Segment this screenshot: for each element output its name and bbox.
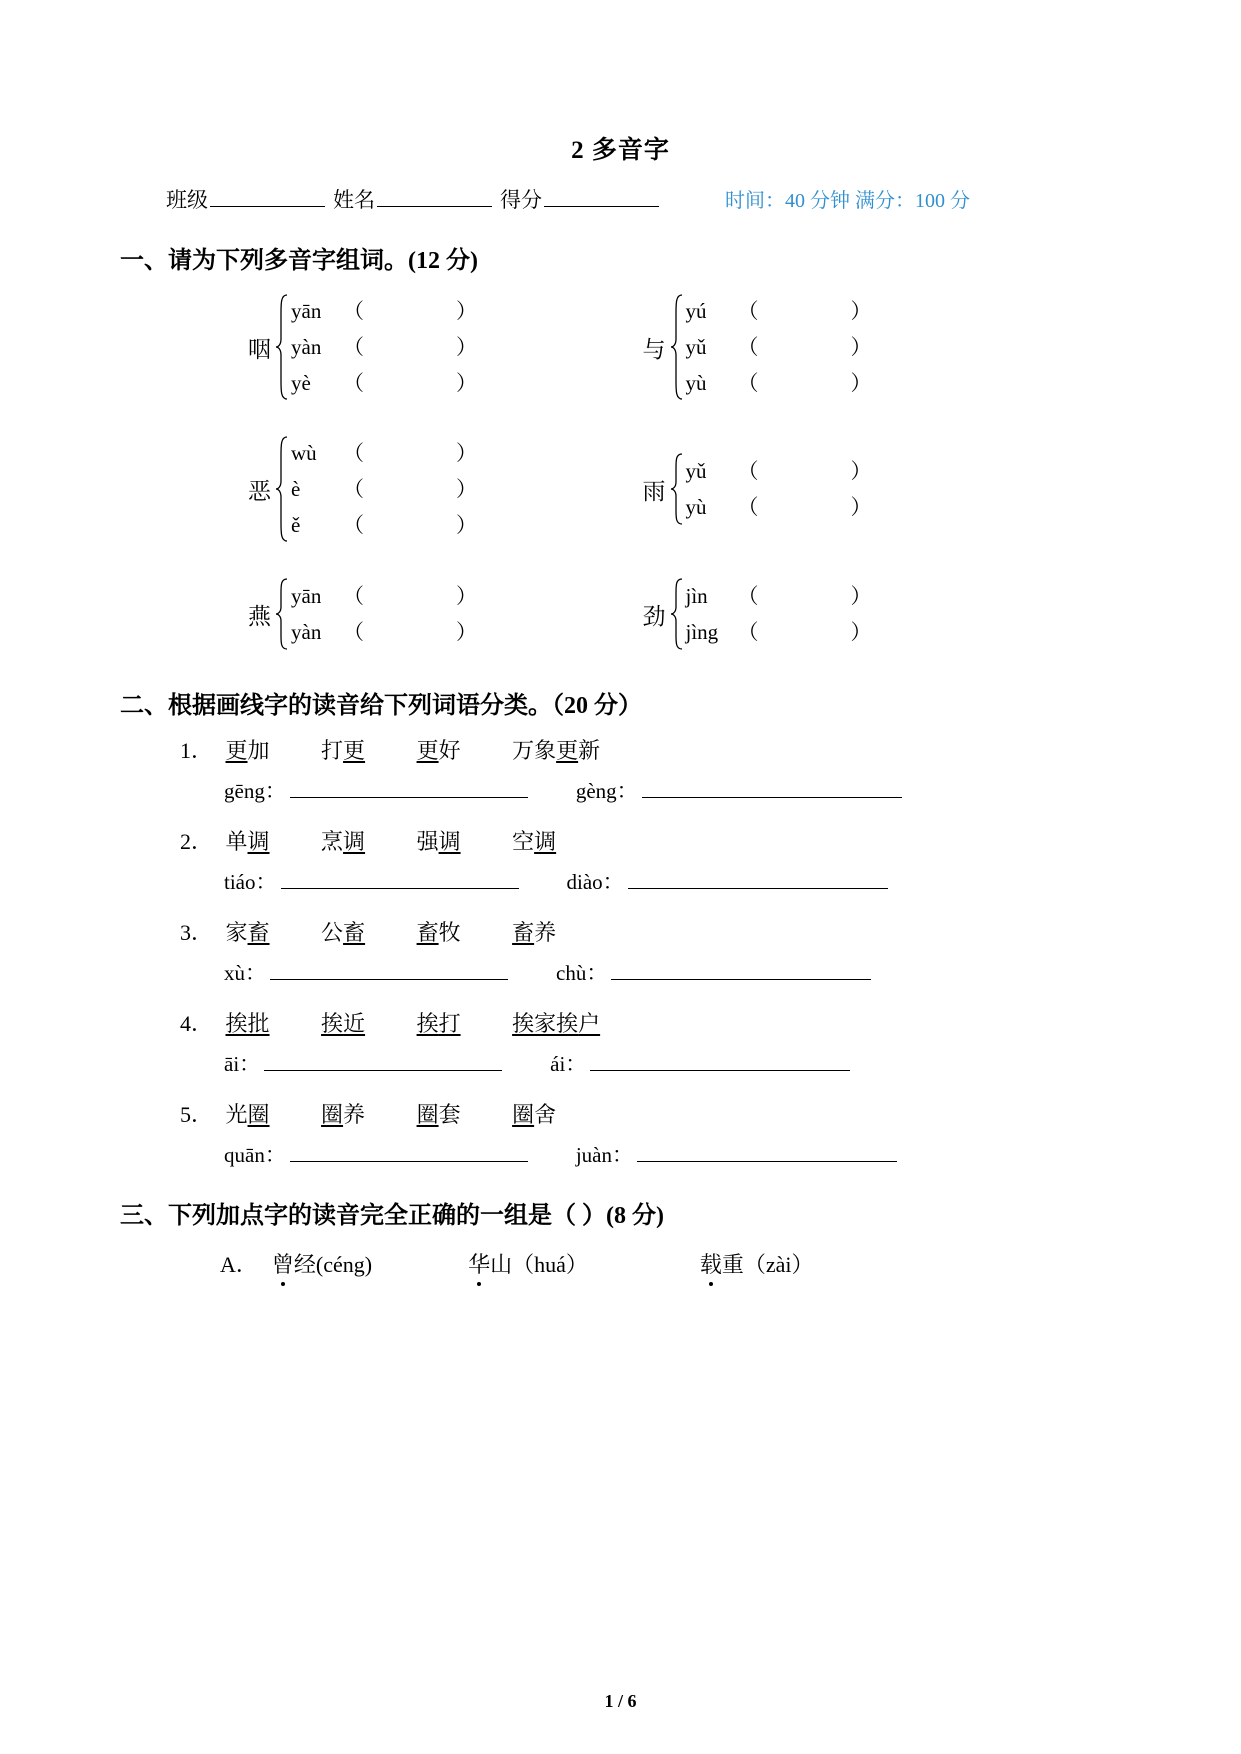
answer-right: gèng： [576, 775, 902, 805]
poly-row [120, 577, 1121, 651]
answer-blank[interactable] [590, 1070, 850, 1071]
answer-paren[interactable]: （ ） [737, 620, 872, 644]
word: 万象更新 [512, 738, 601, 763]
pinyin-line [291, 293, 477, 329]
pinyin-list [291, 435, 477, 543]
item-number: 2． [180, 829, 214, 854]
choice-option-a[interactable] [120, 1248, 1121, 1279]
item-number: 4． [180, 1011, 214, 1036]
pinyin-line [291, 578, 477, 614]
name-label: 姓名 [333, 188, 375, 212]
answer-paren[interactable]: （ ） [343, 513, 477, 537]
class-label: 班级 [166, 188, 208, 212]
item-number: 1． [180, 738, 214, 763]
class-field [166, 184, 333, 214]
word: 空调 [512, 829, 557, 854]
item-number: 3． [180, 920, 214, 945]
classify-item [120, 825, 1121, 896]
option-word: 载重（zài） [700, 1248, 814, 1279]
pinyin: jìng [685, 620, 719, 644]
poly-char: 雨 [642, 478, 666, 504]
answer-row [120, 1139, 1121, 1169]
pinyin-line [686, 578, 872, 614]
answer-paren[interactable]: （ ） [737, 584, 872, 608]
answer-blank[interactable] [637, 1161, 897, 1162]
pinyin-list [686, 453, 872, 525]
word: 更加 [225, 738, 270, 763]
option-word: 华山（huá） [468, 1248, 588, 1279]
word-list [120, 1098, 1121, 1129]
answer-right: ái： [550, 1048, 850, 1078]
poly-char: 咽 [248, 336, 271, 362]
word: 圈套 [416, 1102, 461, 1127]
answer-right: diào： [567, 866, 888, 896]
option-word: 曾经(céng) [272, 1248, 372, 1279]
answer-blank[interactable] [611, 979, 871, 980]
pinyin: ě [291, 513, 301, 537]
answer-paren[interactable]: （ ） [737, 335, 872, 359]
poly-row [120, 293, 1121, 401]
word: 强调 [416, 829, 461, 854]
answer-blank[interactable] [281, 888, 519, 889]
classify-item [120, 1007, 1121, 1078]
pinyin-line [686, 453, 872, 489]
poly-group [120, 577, 621, 651]
answer-blank[interactable] [290, 797, 528, 798]
brace-icon [275, 435, 289, 543]
pinyin-line [291, 329, 477, 365]
word: 挨批 [225, 1011, 270, 1036]
pinyin: yù [685, 371, 707, 395]
poly-group [621, 577, 1122, 651]
word-list [120, 734, 1121, 765]
poly-group [120, 293, 621, 401]
pinyin-line [291, 365, 477, 401]
brace-icon [670, 577, 684, 651]
page-title: 2 多音字 [571, 137, 670, 164]
answer-paren[interactable]: （ ） [737, 495, 872, 519]
pinyin: yù [685, 495, 707, 519]
poly-char: 燕 [248, 603, 271, 629]
poly-char: 劲 [642, 603, 666, 629]
classify-item [120, 916, 1121, 987]
page-number: 1 / 6 [604, 1691, 637, 1711]
word-list [120, 916, 1121, 947]
pinyin: yàn [291, 335, 322, 359]
classify-item [120, 1098, 1121, 1169]
poly-row [120, 435, 1121, 543]
pinyin-line [686, 293, 872, 329]
answer-paren[interactable]: （ ） [343, 477, 477, 501]
word: 打更 [321, 738, 366, 763]
pinyin: wù [291, 441, 317, 465]
answer-paren[interactable]: （ ） [343, 371, 477, 395]
pinyin-line [291, 471, 477, 507]
pinyin: è [291, 477, 301, 501]
pinyin-list [686, 293, 872, 401]
pinyin-list [291, 293, 477, 401]
answer-blank[interactable] [642, 797, 902, 798]
word-list [120, 1007, 1121, 1038]
answer-paren[interactable]: （ ） [343, 335, 477, 359]
brace-icon [275, 577, 289, 651]
answer-paren[interactable]: （ ） [737, 299, 872, 323]
poly-group [120, 435, 621, 543]
word-list [120, 825, 1121, 856]
pinyin-line [686, 365, 872, 401]
answer-right: chù： [556, 957, 871, 987]
brace-icon [670, 452, 684, 526]
answer-paren[interactable]: （ ） [343, 620, 477, 644]
answer-paren[interactable]: （ ） [343, 441, 477, 465]
answer-paren[interactable]: （ ） [737, 371, 872, 395]
answer-right: juàn： [576, 1139, 897, 1169]
word: 家畜 [225, 920, 270, 945]
answer-row [120, 1048, 1121, 1078]
answer-blank[interactable] [290, 1161, 528, 1162]
section-three-heading: 三、下列加点字的读音完全正确的一组是（ ）(8 分) [120, 1203, 664, 1229]
pinyin-line [686, 614, 872, 650]
name-field [333, 184, 500, 214]
answer-row [120, 957, 1121, 987]
pinyin-list [686, 578, 872, 650]
pinyin: yān [291, 299, 322, 323]
pinyin: yàn [291, 620, 322, 644]
pinyin: yú [685, 299, 707, 323]
answer-left: gēng： [224, 775, 528, 805]
word: 畜养 [512, 920, 557, 945]
pinyin-line [686, 489, 872, 525]
pinyin-line [291, 507, 477, 543]
word: 挨家挨户 [512, 1011, 601, 1036]
pinyin: yè [291, 371, 311, 395]
pinyin: yǔ [685, 335, 707, 359]
score-label: 得分 [500, 188, 542, 212]
answer-blank[interactable] [628, 888, 888, 889]
word: 圈舍 [512, 1102, 557, 1127]
score-field [500, 184, 667, 214]
poly-groups [120, 293, 1121, 651]
section-one-heading: 一、请为下列多音字组词。(12 分) [120, 248, 478, 274]
word: 光圈 [225, 1102, 270, 1127]
word: 挨打 [416, 1011, 461, 1036]
answer-blank[interactable] [270, 979, 508, 980]
answer-paren[interactable]: （ ） [343, 299, 477, 323]
brace-icon [670, 293, 684, 401]
score-blank[interactable] [544, 206, 659, 207]
section-two-heading: 二、根据画线字的读音给下列词语分类。（20 分） [120, 693, 642, 719]
name-blank[interactable] [377, 206, 492, 207]
answer-left: xù： [224, 957, 508, 987]
pinyin: yǔ [685, 459, 707, 483]
answer-row [120, 775, 1121, 805]
word: 圈养 [321, 1102, 366, 1127]
answer-paren[interactable]: （ ） [737, 459, 872, 483]
word: 公畜 [321, 920, 366, 945]
answer-row [120, 866, 1121, 896]
word: 挨近 [321, 1011, 366, 1036]
word: 畜牧 [416, 920, 461, 945]
pinyin: jìn [685, 584, 708, 608]
brace-icon [275, 293, 289, 401]
exam-meta: 时间：40 分钟 满分：100 分 [725, 190, 970, 212]
pinyin: yān [291, 584, 322, 608]
pinyin-line [686, 329, 872, 365]
word: 烹调 [321, 829, 366, 854]
word: 单调 [225, 829, 270, 854]
answer-left: āi： [224, 1048, 502, 1078]
poly-char: 恶 [248, 478, 271, 504]
poly-group [621, 293, 1122, 401]
student-info-row [120, 184, 1121, 214]
poly-char: 与 [642, 336, 666, 362]
pinyin-line [291, 614, 477, 650]
answer-left: tiáo： [224, 866, 519, 896]
class-blank[interactable] [210, 206, 325, 207]
option-letter: A． [220, 1252, 258, 1277]
word: 更好 [416, 738, 461, 763]
answer-left: quān： [224, 1139, 528, 1169]
pinyin-list [291, 578, 477, 650]
poly-group [621, 435, 1122, 543]
pinyin-line [291, 435, 477, 471]
classify-item [120, 734, 1121, 805]
answer-paren[interactable]: （ ） [343, 584, 477, 608]
answer-blank[interactable] [264, 1070, 502, 1071]
item-number: 5． [180, 1102, 214, 1127]
